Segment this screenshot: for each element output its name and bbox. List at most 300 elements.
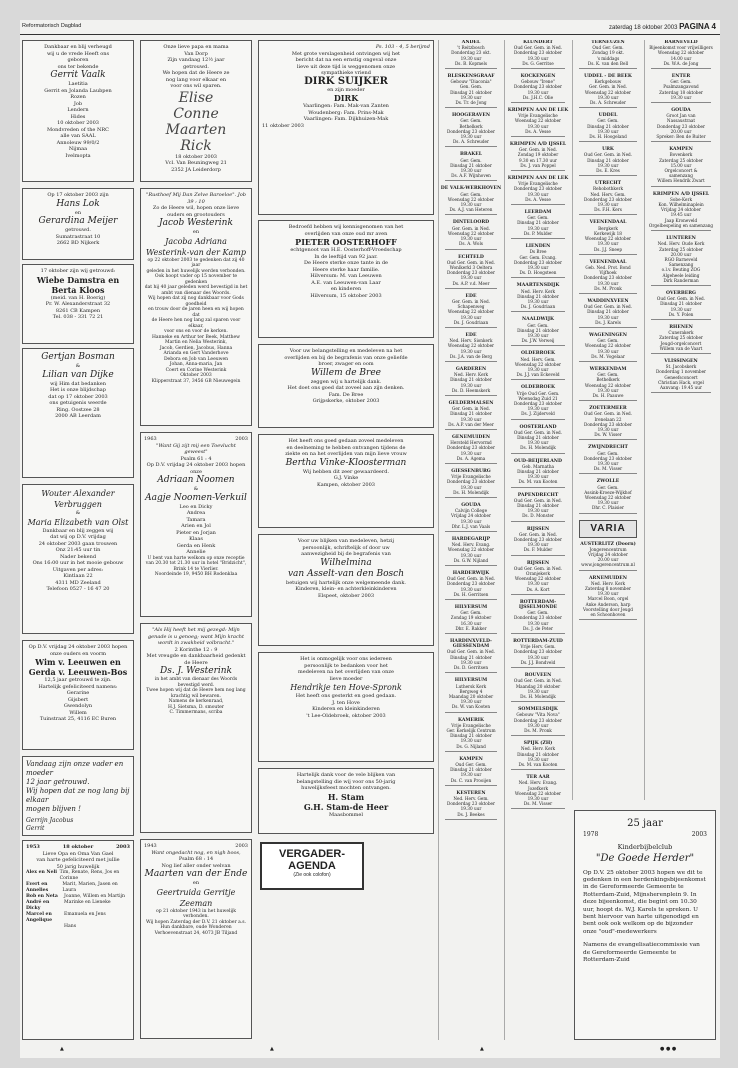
- handwritten-signature: Elise: [178, 89, 214, 106]
- service-listing: [439, 367, 503, 398]
- service-detail: Ds. J.H.C. Olie: [522, 94, 554, 100]
- service-detail: Zondag 19 okt.: [591, 50, 625, 56]
- service-detail: 19.30 uur: [597, 591, 619, 597]
- service-detail: 19.30 uur: [527, 620, 549, 626]
- service-detail: Ger. Gem. in Ned.: [451, 298, 490, 304]
- divider: [579, 473, 637, 476]
- service-detail: Ds. D. Hoogsteen: [519, 270, 557, 276]
- service-place: BRAKEL: [460, 152, 482, 158]
- service-place: GOUDA: [461, 503, 481, 509]
- service-detail: Algeheele leiding: [662, 272, 700, 278]
- service-detail: Ds. A. Vesse: [525, 196, 551, 202]
- divider: [445, 107, 497, 110]
- service-detail: Ned. Herv. Oude Kerk: [657, 241, 705, 247]
- service-detail: 19.30 uur: [460, 202, 482, 208]
- divider: [445, 819, 497, 822]
- service-listing: [505, 40, 571, 71]
- service-detail: Ds. J.J. van Eckeveld: [516, 372, 560, 378]
- address: Verhoevenstraat 24, 4073 JB Tiljand: [154, 930, 238, 936]
- service-detail: Oud Ger. Gem. in Ned.: [513, 429, 563, 435]
- service-place: VEENENDAAL: [589, 220, 627, 226]
- text-line: op 22 oktober 2003 te gedenken dat zij 40 jaar: [147, 257, 245, 268]
- service-listings-col3: [572, 40, 643, 800]
- thanks-notice-van-asselt: Voor uw blijken van medeleven, hetzij persoonlijk, schriftelijk of door uw aanwezigheid bij de begrafenis van Wilhelmina van Asselt-van den Bosch betuigen wij hartelijk onze welgemeende dank. Kinderen, klein- en achterkleinkinderen Elspeet, oktober 2003: [258, 534, 434, 646]
- service-detail: Ds. M. Pronk: [594, 285, 622, 291]
- service-detail: 19.30 uur: [527, 123, 549, 129]
- service-place: BLESKENSGRAAF: [447, 74, 495, 80]
- text-line: Wij hopen Zaterdag der D.V. 21 oktober a.s.: [145, 919, 246, 925]
- address: 2352 JA Leiderdorp: [171, 166, 221, 173]
- service-place: ECHTELD: [458, 254, 484, 260]
- service-detail: Oud Ger. Gem. in Ned.: [513, 565, 563, 571]
- service-detail: 19.30 uur: [527, 542, 549, 548]
- service-listing: [573, 367, 643, 403]
- service-detail: Bijeenkomst voor vrijwilligers: [649, 45, 713, 51]
- service-listing: [505, 351, 571, 382]
- service-detail: Vrije Herv. Gem.: [520, 644, 556, 650]
- service-detail: 19.30 uur: [460, 552, 482, 558]
- golden-wedding-notice: 1953 18 oktober 2003 Lieve Opa en Oma Van Gael van harte gefeliciteerd met jullie 50 jarig huwelijk Alex en Neli Tim, Renate, Rens, Jos en Corinne Evert en Annelies Marit, Marien, Jasen en Laura Bob en Neta Joanne, Willem en Martijn André en Dicky Marinke en Lieneke Marcel en Angelique Emanuela en Jens Hans: [22, 840, 134, 1040]
- divider: [579, 254, 637, 257]
- service-place: KRIMPEN AAN DE LEK: [507, 108, 569, 114]
- divider: [511, 667, 565, 670]
- signature-line: Kinderen en kleinkinderen: [312, 706, 380, 712]
- service-detail: o.l.v. Beuting ZOG: [661, 267, 701, 273]
- service-detail: Ger. Gem.: [597, 450, 619, 456]
- service-detail: Ned. Herv. Evang.: [451, 542, 491, 548]
- divider: [445, 565, 497, 568]
- service-detail: Zaterdag 25 oktober: [659, 157, 703, 163]
- service-detail: Dinsdag 21 oktober: [660, 301, 702, 307]
- service-detail: Ds. J.J. Sneep: [593, 246, 623, 252]
- service-detail: 19.30 uur: [597, 241, 619, 247]
- service-detail: Geb. Marnatha: [521, 463, 555, 469]
- family-couple: André en Dicky: [26, 900, 50, 911]
- service-detail: 't Reitzbosch: [457, 45, 485, 51]
- service-detail: Ds. H. Paauwe: [592, 392, 624, 398]
- service-detail: Woensdag 22 oktober: [514, 790, 562, 796]
- service-place: KRIMPEN A/D IJSSEL: [509, 142, 567, 148]
- service-detail: Ds. H. Molendijk: [520, 445, 556, 451]
- divider: [651, 141, 711, 144]
- service-detail: 19.30 uur: [597, 128, 619, 134]
- text-line: In de leeftijd van 92 jaar.: [314, 253, 378, 260]
- divider: [445, 463, 497, 466]
- service-place: KESTEREN: [456, 790, 486, 796]
- service-detail: Vrije Oud Ger. Gem.: [516, 390, 560, 396]
- service-place: EDE: [465, 293, 477, 299]
- text-line: in het ambt van dienaar des Woords bevestigd werd.: [154, 677, 238, 688]
- service-detail: Rehobothkerk: [593, 186, 623, 192]
- service-detail: Ds. G. Gerritse: [522, 60, 554, 66]
- service-detail: Vrije Evangelische: [451, 722, 491, 728]
- signature-line: Hilversum: M. van Leeuwen: [310, 273, 382, 279]
- service-detail: 20.00 uur: [597, 557, 619, 563]
- family-couple: Bob en Neta: [26, 894, 58, 899]
- service-detail: 19.30 uur: [527, 298, 549, 304]
- service-detail: 19.30 uur: [527, 55, 549, 61]
- text-line: 10 oktober 2003: [57, 120, 99, 126]
- service-detail: Donderdag 23 oktober: [513, 717, 562, 723]
- text-line: U bent van harte welkom op onze receptie van 20.30 tot 21.30 uur in hotel "Bridzicht", Brink 14 te Vierlier.: [145, 555, 247, 572]
- service-detail: Psalmzangavond: [663, 84, 699, 90]
- divider: [511, 808, 565, 811]
- service-detail: Oud Ger. Gem. in Ned.: [513, 678, 563, 684]
- service-detail: Ger. Gem. in Ned.: [588, 84, 627, 90]
- service-detail: Oud Ger. Gem. in Ned.: [656, 296, 706, 302]
- service-detail: 19.30 uur: [597, 500, 619, 506]
- handwritten-line: Vandaag zijn onze vader en moeder: [26, 760, 124, 777]
- service-detail: Woensdag 22 oktober: [447, 230, 495, 236]
- service-detail: Anke Anderson, harp: [585, 601, 631, 607]
- service-detail: 19.30 uur: [460, 738, 482, 744]
- service-detail: Vrijdag 24 oktober: [588, 552, 628, 558]
- service-detail: Ger. Gem.: [460, 191, 482, 197]
- signature-line: J. ten Hove: [332, 699, 360, 706]
- text-line: aanwezigheid bij de begrafenis van: [301, 551, 391, 557]
- divider: [445, 327, 497, 330]
- service-detail: Ds. A. Agema: [456, 455, 486, 461]
- service-detail: Jongerencentrum: [589, 546, 627, 552]
- divider: [579, 400, 637, 403]
- text-line: geboren: [67, 57, 89, 63]
- vergader-agenda-heading: VERGADER- AGENDA (Zie ook colofon): [260, 842, 364, 890]
- divider: [651, 102, 711, 105]
- text-line: Ook hoopt vader op 15 november te gedenken: [154, 274, 238, 285]
- service-place: VEENENDAAL: [589, 259, 627, 265]
- text-line: en deelneming te hebben ontvangen tijdens de: [286, 444, 406, 451]
- service-detail: Ds. D. Monster: [522, 513, 554, 519]
- thanks-notice-ten-hove: Het is onmogelijk voor ons iedereen persoonlijk te bedanken voor het medeleven na het overlijden van onze lieve moeder Hendrikje ten Hove-Spronk Het heeft ons gesterkt en goed gedaan. J. ten Hove Kinderen en kleinkinderen 't Lee-Oldebroek, oktober 2003: [258, 652, 434, 762]
- text-line: Twee hopen wij dat de Heere hem nog lang: [146, 688, 246, 693]
- service-listing: [439, 74, 503, 110]
- service-listing: [505, 317, 571, 348]
- service-detail: 19.30 uur: [527, 191, 549, 197]
- service-detail: Groot Jan van: [666, 113, 696, 119]
- divider: [579, 327, 637, 330]
- service-detail: Oud Ger. Gem. in Ned.: [513, 497, 563, 503]
- service-detail: Woensdag Zuid 21: [518, 395, 558, 401]
- service-detail: 19.30 uur: [527, 508, 549, 514]
- service-listing: [573, 542, 643, 573]
- divider: [579, 175, 637, 178]
- divider: [511, 633, 565, 636]
- service-detail: 19.30 uur: [597, 348, 619, 354]
- service-detail: Ds. F.H. Kers: [594, 207, 622, 213]
- service-place: OOSTERLAND: [519, 424, 557, 430]
- text-line: Gerda en Henk: [176, 542, 216, 549]
- service-detail: Woensdag 22 oktober: [514, 361, 562, 367]
- service-detail: Woensdag 22 oktober: [514, 118, 562, 124]
- service-listings-col4: [644, 40, 717, 800]
- service-detail: Dhr. L.J. van Vaals: [451, 523, 491, 529]
- family-children: Emanuela en Jens: [64, 912, 106, 917]
- service-detail: Ds. A. Vesse: [525, 128, 551, 134]
- service-detail: Zaterdag 18 oktober: [659, 89, 703, 95]
- service-place: OVERBERG: [666, 290, 696, 296]
- divider: [511, 379, 565, 382]
- service-place: HARDINXVELD-GIESSENDAM: [450, 639, 492, 650]
- text-line: belangstelling die wij voor ons 50-jarig: [296, 778, 396, 785]
- service-detail: Donderdag 23 oktober: [446, 270, 495, 276]
- service-detail: Cunerakerk: [668, 330, 694, 336]
- service-detail: Ds Bree: [529, 249, 547, 255]
- service-detail: 19.30 uur: [460, 168, 482, 174]
- service-detail: 19.30 uur: [597, 202, 619, 208]
- service-detail: Sobe-Kerk: [670, 196, 692, 202]
- text-line: zeggen wij u hartelijk dank.: [310, 378, 382, 385]
- service-listing: [439, 294, 503, 330]
- service-place: ZWOLLE: [596, 479, 620, 485]
- service-place: ZOETERMEER: [589, 406, 627, 412]
- service-detail: 19.30 uur: [460, 416, 482, 422]
- page-date: zaterdag 18 oktober 2003 PAGINA 4: [609, 22, 716, 31]
- page-header: [20, 20, 720, 35]
- service-place: WADDINXVEEN: [587, 298, 629, 304]
- service-place: MAARTENSDIJK: [516, 283, 560, 289]
- service-detail: Assink-Kroeze-Wijkhof: [584, 489, 632, 495]
- service-detail: 19.30 uur: [670, 306, 692, 312]
- address: 2000 AB Leerdam: [55, 413, 101, 419]
- service-listing: [505, 210, 571, 241]
- address: 2662 BD Nijkerk: [56, 240, 100, 246]
- service-detail: Oud Ger. Gem. in Ned.: [583, 152, 633, 158]
- service-detail: 19.30 uur: [460, 806, 482, 812]
- text-line: lieve moeder: [329, 675, 363, 682]
- service-detail: 19.30 uur: [527, 406, 549, 412]
- family-line: Debora en Job van Leeuwen: [163, 356, 229, 362]
- service-detail: Zondag 19 oktober: [517, 152, 559, 158]
- text-line: Zijn vandaag 12½ jaar: [167, 57, 225, 63]
- service-listing: [573, 406, 643, 442]
- service-listing: [505, 74, 571, 105]
- service-detail: Jeugd-orgelconcert: [660, 340, 702, 346]
- text-line: Arien en Jol: [181, 523, 211, 529]
- service-detail: Woensdag 22 oktober: [584, 236, 632, 242]
- divider: [511, 594, 565, 597]
- child-name: Gerrit Vaalk: [50, 70, 106, 80]
- service-detail: Ds. J. Zijderveld: [521, 411, 555, 417]
- family-couple: Evert en Annelies: [26, 882, 49, 893]
- divider: [511, 204, 565, 207]
- service-listing: [439, 571, 503, 602]
- service-place: SOMMELSDIJK: [518, 707, 558, 713]
- handwritten-line: 12 jaar getrouwd.: [26, 778, 90, 786]
- service-detail: Oranjekerk: [526, 571, 550, 577]
- divider: [511, 453, 565, 456]
- anniv-club: Kinderbijbelclub: [617, 842, 673, 851]
- text-line: van harte gefeliciteerd met jullie: [36, 857, 120, 863]
- thanks-notice-stam: [258, 768, 434, 834]
- handwritten-signature: Conne: [173, 105, 219, 122]
- service-detail: Woensdag 22 oktober: [584, 495, 632, 501]
- service-place: ROTTERDAM-ZUID: [513, 639, 563, 645]
- text-line: ons getuigenis weerde: [49, 400, 107, 406]
- service-detail: Ger. Gem.: [527, 322, 549, 328]
- service-listing: [505, 142, 571, 173]
- service-detail: 19.30 uur: [460, 55, 482, 61]
- text-line: Andrea: [186, 510, 206, 516]
- service-listing: [573, 181, 643, 217]
- service-detail: Oud Ger. Gem.: [455, 761, 487, 767]
- family-couple: Marcel en Angelique: [26, 912, 53, 923]
- family-children: Tim, Renate, Rens, Jos en Corinne: [59, 870, 120, 881]
- service-detail: Woensdag 22 oktober: [584, 382, 632, 388]
- address: Hilversum, 15 oktober 2003: [310, 292, 382, 299]
- divider: [651, 230, 711, 233]
- service-listing: [439, 220, 503, 251]
- text-line: Dankbaar en blij zeggen wij: [42, 527, 114, 534]
- service-detail: Gebouw "Vita Nova": [516, 712, 560, 718]
- service-place: OLDEBROEK: [521, 351, 555, 357]
- text-line: Voor uw blijken van medeleven, hetzij: [297, 538, 395, 544]
- service-place: KAMPEN: [669, 147, 693, 153]
- handwritten-names: Gerrijn Jacobus: [26, 817, 74, 824]
- service-detail: 19.30 uur: [460, 699, 482, 705]
- divider: [445, 633, 497, 636]
- text-line: betuigen wij hartelijk onze welgemeende dank.: [286, 579, 406, 586]
- service-listing: [439, 718, 503, 754]
- service-listing: [573, 220, 643, 256]
- service-detail: 19.30 uur: [460, 275, 482, 281]
- service-listing: [505, 707, 571, 738]
- service-detail: 19.30 uur: [597, 461, 619, 466]
- service-detail: Ds. H. Hoogeland: [589, 134, 627, 140]
- service-place: WERKENDAM: [589, 366, 627, 372]
- service-detail: Ds. J. van Poppel: [520, 162, 556, 168]
- service-detail: 19.30 uur: [460, 772, 482, 778]
- service-detail: 19.30 uur: [597, 162, 619, 168]
- service-detail: Vrije Evangelische: [451, 474, 491, 480]
- family-children: Hans: [64, 924, 77, 929]
- service-listing: [505, 244, 571, 280]
- text-line: voor ons wil sparen.: [170, 83, 222, 89]
- service-place: HARDERWIJK: [452, 571, 490, 577]
- service-place: DE VALK-WERKHOVEN: [440, 186, 502, 192]
- service-listing: [573, 74, 643, 110]
- service-detail: Ds. A.P. v.d. Meer: [452, 280, 490, 286]
- service-listing: [505, 283, 571, 314]
- family-line: Johan, Anna-maria, Jan: [169, 362, 223, 367]
- text-line: Het is onmogelijk voor ons iedereen: [300, 656, 392, 662]
- service-detail: 19.30 uur: [460, 450, 482, 456]
- registration-mark: ● ● ●: [660, 1046, 677, 1052]
- service-detail: Donderdag 23 oktober: [446, 128, 495, 134]
- service-place: AUSTERLITZ (Doorn): [580, 541, 636, 547]
- service-detail: 19.30 uur: [527, 264, 549, 270]
- wedding-notice-bosman: Gertjan Bosman & Lilian van Dijke wij Him dat bedanken Het is onze blijdschap dat op 17 oktober 2003 ons getuigenis weerde Ring. Oostzee 28 2000 AB Leerdam: [22, 348, 134, 478]
- service-listing: [573, 299, 643, 330]
- text-line: wij u de vrede Heeft ons: [46, 50, 110, 57]
- service-detail: Dinsdag 21 oktober: [450, 377, 492, 383]
- signature-line: H. Stam: [327, 791, 365, 802]
- text-line: persoonlijk, schriftelijk of door uw: [302, 544, 390, 551]
- address: Telefoon 0527 - 16 47 20: [46, 586, 110, 592]
- service-detail: Zaterdag 25 oktober: [659, 335, 703, 341]
- service-detail: Dinsdag 21 oktober: [450, 733, 492, 739]
- divider: [579, 107, 637, 110]
- handwritten-anniversary-notice: [22, 756, 134, 836]
- service-listing: [439, 639, 503, 675]
- service-detail: Ds. A.J. van Heteren: [449, 207, 493, 213]
- service-detail: Ds. J.W. Verweij: [521, 338, 555, 344]
- thanks-notice-vinke: Het heeft ons goed gedaan zoveel medeleven en deelneming te hebben ontvangen tijdens de ziekte en na het overlijden van mijn lieve vrouw Bertha Vinke-Kloosterman Wij hebben dit zeer gewaardeerd. G.J. Vinke Kampen, oktober 2003: [258, 434, 434, 528]
- divider: [511, 487, 565, 490]
- service-detail: 19.30 uur: [460, 659, 482, 665]
- service-listings-col2: [504, 40, 571, 1040]
- service-detail: 19.30 uur: [527, 366, 549, 372]
- service-place: HOOGERAVEN: [451, 113, 491, 119]
- divider: [511, 521, 565, 524]
- service-detail: Ger. Gem.: [527, 610, 549, 616]
- service-detail: 19.30 uur: [527, 474, 549, 480]
- service-place: ZWIJNDRECHT: [588, 445, 628, 451]
- service-listing: [439, 537, 503, 568]
- divider: [445, 497, 497, 500]
- service-detail: Donderdag 23 oktober: [513, 400, 562, 406]
- divider: [511, 769, 565, 772]
- service-detail: 19.30 uur: [597, 314, 619, 320]
- service-listing: [645, 74, 717, 105]
- divider: [445, 68, 497, 71]
- service-listing: [505, 176, 571, 207]
- varia-heading: VARIA: [579, 520, 637, 538]
- service-detail: Donderdag 23 oktober: [513, 186, 562, 192]
- service-detail: Ds. M. Vogelaar: [591, 353, 625, 359]
- service-detail: Vrijdag 24 oktober: [451, 513, 491, 519]
- service-place: KAMPEN: [459, 756, 483, 762]
- address: 4311 MD Zeeland: [55, 579, 101, 586]
- service-place: TERNEUZEN: [591, 40, 625, 45]
- service-place: HILVERSUM: [454, 605, 488, 611]
- service-detail: Ds. F. Mulder: [523, 547, 553, 553]
- service-detail: Marcel Boon, orgel: [587, 596, 629, 602]
- service-detail: Bovenkerk: [669, 152, 693, 158]
- signature-line: G.J. Vinke: [333, 475, 359, 481]
- service-place: ARNEMUIDEN: [588, 575, 627, 581]
- service-detail: Donderdag 23 oktober: [513, 649, 562, 655]
- signature-line: Hun dankbare, oude Wonderen: [160, 925, 232, 930]
- service-detail: Geneefsconcert: [664, 374, 698, 380]
- birth-notice: [22, 40, 134, 182]
- divider: [511, 311, 565, 314]
- address: Kampen, oktober 2003: [317, 481, 375, 488]
- text-line: Annelie: [186, 549, 206, 555]
- service-listing: [505, 108, 571, 139]
- anniv-year-start: 1978: [583, 831, 599, 838]
- text-line: getrouwd.: [183, 63, 209, 70]
- service-detail: Woensdag 22 oktober: [584, 89, 632, 95]
- service-listings-col1: [438, 40, 503, 1040]
- service-detail: 19.30 uur: [460, 236, 482, 242]
- service-detail: Ds. W. Visser: [594, 432, 622, 438]
- signature-line: C. Timmermans, scriba: [169, 710, 223, 715]
- service-detail: Dinsdag 21 oktober: [517, 469, 559, 474]
- text-line: Ivelmopta: [65, 152, 91, 159]
- divider: [511, 735, 565, 738]
- service-detail: Kerkewijk 18: [594, 230, 622, 236]
- service-detail: Donderdag 23 oktober: [446, 445, 495, 451]
- service-listing: [573, 479, 643, 515]
- service-place: KAMERIK: [458, 717, 484, 723]
- service-detail: 14.00 uur: [670, 55, 692, 61]
- divider: [445, 672, 497, 675]
- family-line: Coert en Corine Westerink: [165, 367, 227, 373]
- service-place: LIENDEN: [525, 244, 551, 250]
- service-detail: Vijfhoek: [599, 270, 617, 276]
- service-detail: Oud Ger. Gem. in Ned.: [446, 259, 496, 265]
- text-line: Laetitia: [68, 81, 88, 87]
